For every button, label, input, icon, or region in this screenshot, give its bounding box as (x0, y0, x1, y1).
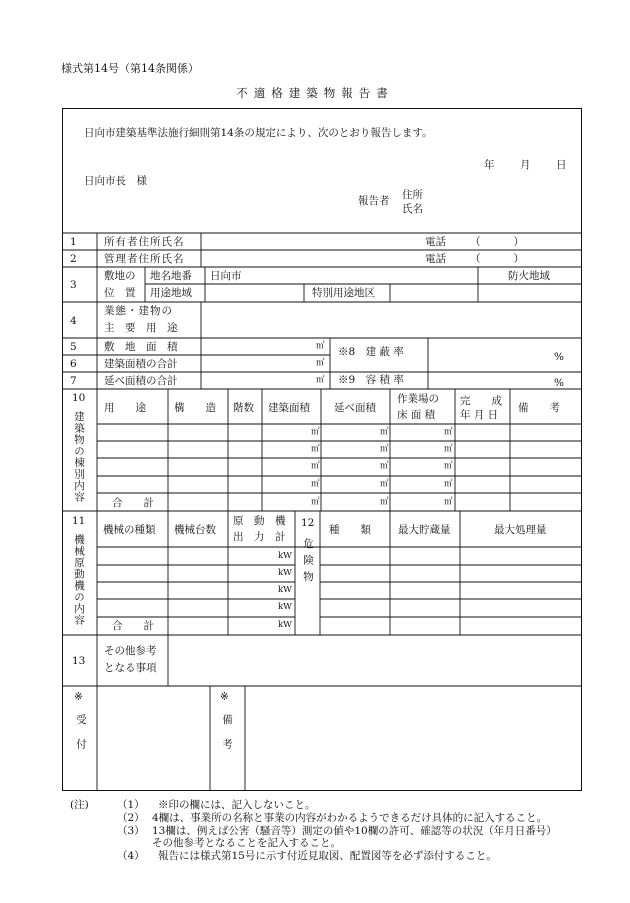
note3-text-a: 13欄は、例えば公害（騒音等）測定の値や10欄の許可、確認等の状況（年月日番号） (152, 825, 557, 837)
sec12-header-type: 種 類 (329, 524, 371, 536)
row1-tel-field[interactable]: （ ） (470, 236, 528, 248)
sec11-side-label: 機械原動機の内容 (73, 534, 85, 626)
sec12-number: 12 (301, 517, 315, 529)
sec11-header-machine-type: 機械の種類 (103, 524, 156, 536)
row7-label: 延べ面積の合計 (104, 375, 178, 387)
row2-tel-label: 電話 (425, 253, 446, 265)
note2-number: （2） (117, 812, 145, 824)
sec10-header-remarks: 備 考 (518, 402, 560, 414)
row5-label: 敷 地 面 積 (104, 341, 178, 353)
form-number: 様式第14号（第14条関係） (61, 62, 199, 75)
sec10-header-completion-a: 完 成 (460, 395, 502, 407)
sec10-header-completion-b: 年 月 日 (460, 409, 499, 421)
date-day: 日 (556, 159, 567, 171)
date-year: 年 (484, 159, 495, 171)
sec10-unit: ㎡ (380, 479, 389, 489)
row5-unit: ㎡ (316, 341, 325, 351)
sec12-header-max-processing: 最大処理量 (494, 524, 547, 536)
sec10-unit: ㎡ (380, 427, 389, 437)
row3-number: 3 (70, 279, 77, 291)
sec10-header-building-area: 建築面積 (268, 402, 310, 414)
sec11-kw-unit: kW (278, 620, 292, 630)
address-label: 住所 (402, 189, 423, 201)
row6-label: 建築面積の合計 (104, 358, 178, 370)
sec10-unit: ㎡ (444, 427, 453, 437)
sec10-unit: ㎡ (444, 497, 453, 507)
sec10-side-label: 建築物の棟別内容 (73, 411, 85, 503)
note3-text-b: その他参考となることを記入すること。 (152, 837, 341, 849)
row2-label: 管理者住所氏名 (104, 253, 185, 265)
lot-city: 日向市 (210, 270, 242, 282)
fire-zone-label: 防火地域 (508, 270, 550, 282)
date-month: 月 (520, 159, 531, 171)
note3-number: （3） (117, 825, 145, 837)
row7-number: 7 (70, 375, 77, 387)
sec13-label-a: その他参考 (104, 645, 157, 657)
intro-text: 日向市建築基準法施行細則第14条の規定により、次のとおり報告します。 (84, 127, 433, 139)
sec10-unit: ㎡ (444, 444, 453, 454)
row3-label-b: 位 置 (104, 287, 136, 299)
row6-number: 6 (70, 358, 77, 370)
row1-number: 1 (70, 236, 77, 248)
note4-text: 報告には様式第15号に示す付近見取図、配置図等を必ず添付すること。 (158, 850, 497, 862)
note4-number: （4） (117, 850, 145, 862)
sec10-unit: ㎡ (311, 497, 320, 507)
special-zone-label: 特別用途地区 (312, 287, 375, 299)
use-zone-label: 用途地域 (150, 287, 192, 299)
sec10-unit: ㎡ (444, 461, 453, 471)
sec10-header-structure: 構 造 (174, 402, 216, 414)
sec10-unit: ㎡ (380, 444, 389, 454)
reception-label: 受付 (75, 714, 87, 763)
sec10-total-label: 合 計 (112, 497, 154, 509)
lot-number-label: 地名地番 (150, 270, 192, 282)
sec13-number: 13 (72, 655, 86, 667)
sec10-header-use: 用 途 (104, 402, 146, 414)
sec10-unit: ㎡ (311, 427, 320, 437)
sec10-number: 10 (72, 392, 86, 404)
sec10-unit: ㎡ (380, 461, 389, 471)
document-title: 不適格建築物報告書 (236, 86, 394, 100)
row4-number: 4 (70, 315, 77, 327)
row5-number: 5 (70, 341, 77, 353)
sec12-header-max-storage: 最大貯蔵量 (398, 524, 451, 536)
sec11-kw-unit: kW (278, 568, 292, 578)
sec10-unit: ㎡ (311, 444, 320, 454)
note2-text: 4欄は、事業所の名称と事業の内容がわかるようできるだけ具体的に記入すること。 (152, 812, 548, 824)
row4-label-b: 主 要 用 途 (104, 322, 178, 334)
sec10-header-floors: 階数 (233, 402, 254, 414)
sec11-kw-unit: kW (278, 551, 292, 561)
remarks-mark: ※ (220, 691, 229, 703)
sec10-unit: ㎡ (444, 479, 453, 489)
row1-tel-label: 電話 (425, 236, 446, 248)
sec11-kw-unit: kW (278, 602, 292, 612)
sec10-header-total-area: 延べ面積 (334, 402, 376, 414)
row4-label-a: 業態・建物の (104, 305, 173, 317)
row2-number: 2 (70, 253, 77, 265)
notes-prefix: (注) (70, 799, 89, 811)
name-label: 氏名 (402, 203, 423, 215)
row2-tel-field[interactable]: （ ） (470, 253, 528, 265)
sec10-header-workshop-b: 床 面 積 (397, 409, 436, 421)
coverage-ratio-label: ※8 建 蔽 率 (338, 346, 404, 358)
floor-ratio-label: ※9 容 積 率 (338, 374, 404, 386)
sec10-unit: ㎡ (380, 497, 389, 507)
row6-unit: ㎡ (316, 358, 325, 368)
sec11-header-motor-b: 出 力 計 (233, 531, 286, 543)
remarks-label: 備考 (221, 714, 233, 763)
sec11-total-label: 合 計 (112, 620, 154, 632)
reporter-label: 報告者 (358, 195, 390, 207)
floor-ratio-unit: % (554, 377, 564, 389)
sec10-header-workshop-a: 作業場の (397, 393, 439, 405)
sec11-number: 11 (72, 515, 86, 527)
reception-mark: ※ (74, 691, 83, 703)
sec11-kw-unit: kW (278, 585, 292, 595)
row7-unit: ㎡ (316, 375, 325, 385)
note1-number: （1） (117, 799, 145, 811)
coverage-ratio-unit: % (554, 351, 564, 363)
sec10-unit: ㎡ (311, 461, 320, 471)
sec10-unit: ㎡ (311, 479, 320, 489)
sec11-header-motor-a: 原 動 機 (233, 515, 286, 527)
addressee: 日向市長 様 (84, 175, 147, 187)
row1-label: 所有者住所氏名 (104, 236, 185, 248)
row3-label-a: 敷地の (104, 270, 136, 282)
sec11-header-machine-count: 機械台数 (174, 524, 216, 536)
sec12-side-label: 危険物 (302, 538, 314, 588)
sec13-label-b: となる事項 (104, 662, 157, 674)
note1-text: ※印の欄には、記入しないこと。 (158, 799, 316, 811)
